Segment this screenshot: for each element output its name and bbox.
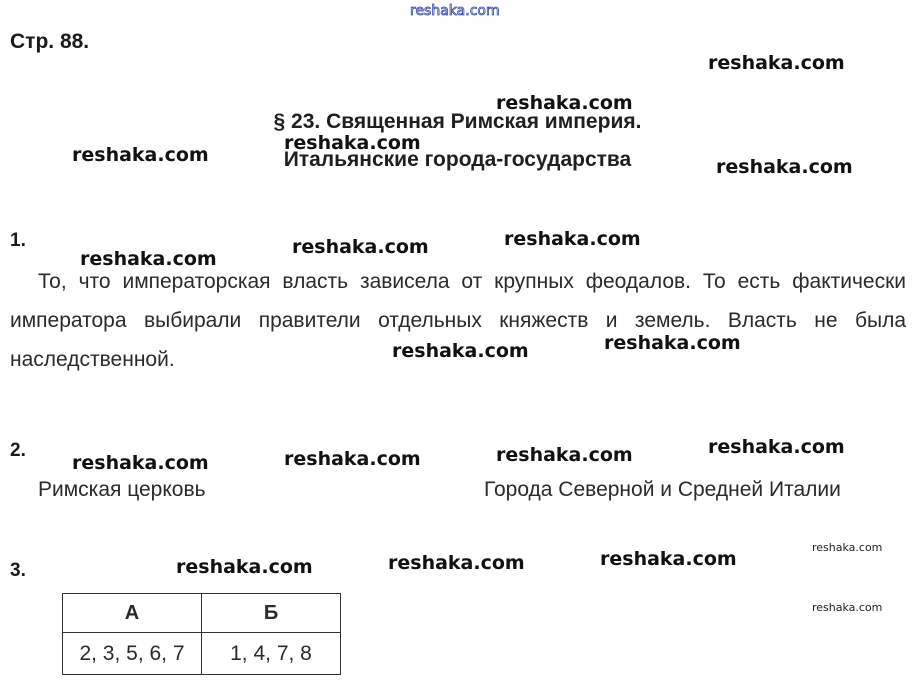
watermark: reshaka.com — [388, 552, 525, 574]
section-title-text-1: § 23. Священная Римская империя. — [273, 110, 642, 133]
question-3-answer-table — [62, 593, 341, 675]
watermark: reshaka.com — [600, 548, 737, 570]
question-2-number: 2. — [10, 440, 26, 461]
watermark: reshaka.com — [504, 228, 641, 250]
watermark: reshaka.com — [72, 452, 209, 474]
table-cell-b: 1, 4, 7, 8 — [202, 633, 341, 675]
watermark: reshaka.com — [604, 332, 741, 354]
question-2-left-answer: Римская церковь — [38, 478, 206, 501]
table-row — [63, 633, 341, 675]
question-3-number: 3. — [10, 560, 26, 581]
watermark: reshaka.com — [284, 132, 421, 154]
page-label: Стр. 88. — [10, 30, 90, 53]
watermark: reshaka.com — [176, 556, 313, 578]
question-2-right-answer: Города Северной и Средней Италии — [484, 478, 841, 501]
watermark: reshaka.com — [708, 436, 845, 458]
watermark-top: reshaka.com — [410, 3, 500, 19]
watermark-small: reshaka.com — [812, 541, 883, 554]
question-1-answer: То, что императорская власть зависела от крупных феодалов. То есть фактически императора выбирали правители отдельных княжеств и земель. Власть не была наследственной. — [10, 270, 906, 371]
watermark: reshaka.com — [80, 248, 217, 270]
watermark: reshaka.com — [716, 156, 853, 178]
watermark: reshaka.com — [284, 448, 421, 470]
watermark: reshaka.com — [496, 444, 633, 466]
watermark: reshaka.com — [292, 236, 429, 258]
watermark: reshaka.com — [496, 92, 633, 114]
question-1-number: 1. — [10, 230, 26, 251]
table-cell-a: 2, 3, 5, 6, 7 — [63, 633, 202, 675]
watermark: reshaka.com — [708, 52, 845, 74]
watermark-small: reshaka.com — [812, 601, 883, 614]
table-header-b: Б — [202, 594, 341, 633]
watermark: reshaka.com — [392, 340, 529, 362]
watermark: reshaka.com — [72, 144, 209, 166]
table-header-a: А — [63, 594, 202, 633]
section-title-text-2: Итальянские города-государства — [283, 148, 632, 171]
table-header-row — [63, 594, 341, 633]
section-title-line-1 — [0, 110, 915, 134]
